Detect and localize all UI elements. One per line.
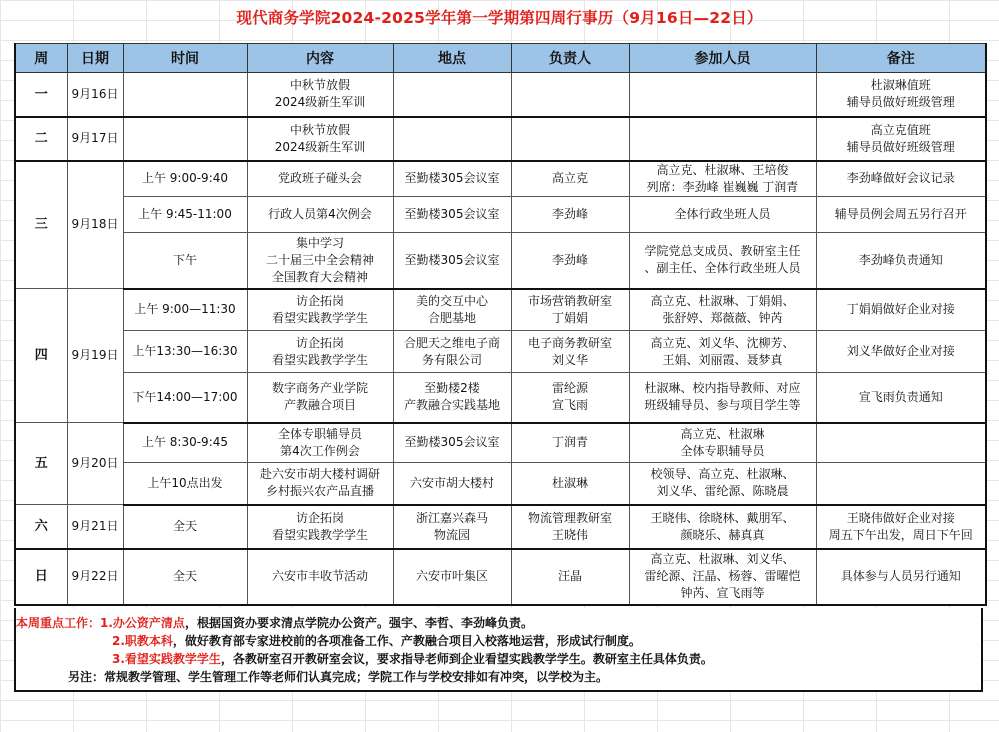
cell-date: 9月16日 [67, 73, 123, 117]
cell-owner-line: 李劲峰 [551, 252, 588, 267]
header-notes: 备注 [816, 44, 986, 73]
cell-content-line: 访企拓岗 [295, 510, 344, 525]
table-row [15, 117, 986, 161]
table-row [15, 73, 986, 117]
cell-date: 9月19日 [67, 289, 123, 423]
table-row [15, 505, 986, 549]
cell-attendees [629, 117, 816, 161]
cell-location [393, 331, 511, 373]
cell-location-line: 六安市叶集区 [415, 569, 488, 583]
cell-time-line: 上午13:30—16:30 [132, 344, 238, 358]
table-row [15, 549, 986, 605]
cell-attendees-line: 颜晓乐、赫真真 [680, 527, 765, 542]
cell-notes [816, 463, 986, 505]
cell-owner [511, 197, 629, 233]
summary-item-title: 3.看望实践教学学生 [112, 652, 221, 666]
cell-location [393, 463, 511, 505]
cell-owner [511, 233, 629, 289]
cell-attendees-line: 班级辅导员、参与项目学生等 [644, 398, 801, 413]
cell-content-line: 产教融合项目 [283, 398, 356, 413]
cell-owner [511, 463, 629, 505]
cell-location-line: 浙江嘉兴森马 [415, 510, 488, 525]
cell-time-line: 全天 [172, 519, 197, 533]
cell-attendees [629, 463, 816, 505]
summary-item-text: ，做好教育部专家进校前的各项准备工作、产教融合项目入校落地运营，形成试行制度。 [172, 634, 641, 648]
cell-location-line: 务有限公司 [421, 352, 482, 367]
cell-content-line: 全国教育大会精神 [271, 269, 368, 284]
cell-date: 9月22日 [67, 549, 123, 605]
cell-attendees-line: 王晓伟、徐晓林、戴朋军、 [650, 510, 795, 525]
cell-notes-line: 刘义华做好企业对接 [846, 344, 955, 358]
cell-notes [816, 117, 986, 161]
header-date: 日期 [67, 44, 123, 73]
cell-owner-line: 电子商务教研室 [527, 335, 612, 350]
cell-content-line: 中秋节放假 [289, 122, 350, 137]
cell-content-line: 全体专职辅导员 [277, 426, 362, 441]
table-row [15, 289, 986, 331]
cell-time-line: 上午 9:00-9:40 [141, 171, 229, 186]
cell-attendees-line: 高立克、杜淑琳 [680, 426, 765, 441]
cell-location [393, 423, 511, 463]
cell-owner-line: 王晓伟 [551, 527, 588, 542]
cell-attendees-line: 全体专职辅导员 [680, 443, 765, 458]
cell-content-line: 看望实践教学学生 [271, 310, 368, 325]
header-week: 周 [15, 44, 67, 73]
cell-week-day: 六 [15, 505, 67, 549]
cell-owner [511, 549, 629, 605]
cell-notes [816, 233, 986, 289]
cell-notes-line: 高立克值班 [870, 122, 931, 137]
cell-week-day: 四 [15, 289, 67, 423]
cell-owner-line: 物流管理教研室 [527, 510, 612, 525]
cell-location-line: 美的交互中心 [415, 293, 488, 308]
summary-item-text: ，根据国资办要求清点学院办公资产。强宇、李哲、李劲峰负责。 [184, 616, 533, 630]
summary-line-2 [16, 632, 981, 650]
cell-location [393, 73, 511, 117]
cell-content [247, 161, 393, 197]
cell-date: 9月18日 [67, 161, 123, 289]
cell-location-line: 合肥天之维电子商 [403, 335, 500, 350]
cell-location-line: 合肥基地 [427, 310, 476, 325]
page-title: 现代商务学院2024-2025学年第一学期第四周行事历（9月16日—22日） [236, 9, 763, 27]
cell-location [393, 197, 511, 233]
cell-owner-line: 市场营销教研室 [527, 293, 612, 308]
cell-attendees [629, 197, 816, 233]
cell-attendees-line: 全体行政坐班人员 [674, 207, 771, 221]
cell-notes-line: 具体参与人员另行通知 [840, 569, 961, 583]
cell-content-line: 看望实践教学学生 [271, 527, 368, 542]
cell-notes-line: 辅导员做好班级管理 [846, 139, 955, 154]
cell-owner-line: 刘义华 [551, 352, 588, 367]
cell-notes-line: 李劲峰做好会议记录 [846, 171, 955, 186]
header-content: 内容 [247, 44, 393, 73]
cell-notes [816, 331, 986, 373]
cell-owner [511, 73, 629, 117]
cell-date: 9月17日 [67, 117, 123, 161]
cell-date: 9月20日 [67, 423, 123, 505]
cell-location-line: 产教融合实践基地 [403, 398, 500, 413]
cell-time [123, 463, 247, 505]
cell-location-line: 六安市胡大楼村 [409, 475, 494, 490]
cell-notes-line: 宣飞雨负责通知 [858, 389, 943, 404]
cell-time-line: 上午 9:00—11:30 [134, 302, 236, 317]
table-row [15, 373, 986, 423]
cell-week-day: 五 [15, 423, 67, 505]
table-row [15, 197, 986, 233]
cell-attendees-line: 杜淑琳、校内指导教师、对应 [644, 381, 801, 396]
cell-content [247, 233, 393, 289]
cell-attendees-line: 张舒婷、郑薇薇、钟芮 [662, 310, 783, 325]
cell-time [123, 73, 247, 117]
cell-owner [511, 331, 629, 373]
schedule-table [14, 43, 987, 606]
cell-content [247, 549, 393, 605]
cell-attendees [629, 423, 816, 463]
cell-time-line: 上午 9:45-11:00 [138, 207, 232, 221]
cell-notes-line: 杜淑琳值班 [870, 78, 931, 93]
summary-item-title: 1.办公资产清点 [100, 616, 185, 630]
cell-notes [816, 373, 986, 423]
cell-attendees-line: 高立克、杜淑琳、丁娟娟、 [650, 293, 795, 308]
cell-content [247, 505, 393, 549]
summary-line-1 [16, 614, 981, 632]
cell-attendees [629, 233, 816, 289]
cell-content-line: 中秋节放假 [289, 78, 350, 93]
cell-week-day: 三 [15, 161, 67, 289]
header-owner: 负责人 [511, 44, 629, 73]
cell-content-line: 党政班子碰头会 [277, 171, 362, 186]
cell-attendees-line: 、副主任、全体行政坐班人员 [644, 261, 801, 276]
cell-location-line: 至勤楼305会议室 [404, 252, 500, 267]
cell-time [123, 233, 247, 289]
cell-attendees [629, 331, 816, 373]
cell-owner-line: 高立克 [551, 171, 588, 186]
cell-content [247, 331, 393, 373]
header-time: 时间 [123, 44, 247, 73]
cell-week-day: 一 [15, 73, 67, 117]
cell-content-line: 集中学习 [295, 235, 344, 250]
cell-notes [816, 289, 986, 331]
cell-content-line: 行政人员第4次例会 [268, 207, 372, 221]
table-row [15, 463, 986, 505]
cell-owner-line: 丁娟娟 [551, 310, 588, 325]
cell-notes-line: 周五下午出发，周日下午回 [828, 527, 973, 542]
table-row [15, 233, 986, 289]
cell-location [393, 233, 511, 289]
cell-content [247, 117, 393, 161]
cell-time-line: 上午10点出发 [147, 475, 223, 490]
cell-content-line: 2024级新生军训 [274, 139, 366, 154]
cell-content [247, 373, 393, 423]
cell-location-line: 至勤楼305会议室 [404, 171, 500, 186]
cell-owner-line: 杜淑琳 [551, 475, 588, 490]
cell-date: 9月21日 [67, 505, 123, 549]
table-row [15, 161, 986, 197]
table-row [15, 423, 986, 463]
cell-attendees-line: 刘义华、雷纶源、陈晓晨 [656, 484, 789, 499]
cell-time [123, 423, 247, 463]
header-location: 地点 [393, 44, 511, 73]
cell-content [247, 197, 393, 233]
cell-content-line: 赴六安市胡大楼村调研 [259, 467, 380, 482]
cell-content-line: 访企拓岗 [295, 335, 344, 350]
cell-attendees [629, 73, 816, 117]
cell-attendees-line: 学院党总支成员、教研室主任 [644, 244, 801, 259]
cell-content-line: 2024级新生军训 [274, 95, 366, 110]
cell-time [123, 373, 247, 423]
cell-attendees [629, 373, 816, 423]
cell-attendees-line: 列席：李劲峰 崔巍巍 丁润青 [646, 179, 799, 194]
header-row [15, 44, 986, 73]
cell-content-line: 访企拓岗 [295, 293, 344, 308]
cell-attendees [629, 161, 816, 197]
cell-location [393, 161, 511, 197]
cell-owner [511, 117, 629, 161]
cell-content [247, 423, 393, 463]
cell-notes-line: 王晓伟做好企业对接 [846, 510, 955, 525]
cell-time [123, 505, 247, 549]
cell-owner [511, 373, 629, 423]
cell-attendees [629, 549, 816, 605]
cell-time [123, 549, 247, 605]
cell-content-line: 第4次工作例会 [280, 443, 360, 458]
cell-location-line: 至勤楼2楼 [424, 381, 480, 396]
cell-notes [816, 505, 986, 549]
cell-notes [816, 549, 986, 605]
cell-notes [816, 161, 986, 197]
cell-attendees-line: 高立克、刘义华、沈柳芳、 [650, 335, 795, 350]
cell-time-line: 全天 [172, 569, 197, 583]
cell-time [123, 161, 247, 197]
cell-time [123, 117, 247, 161]
cell-attendees [629, 289, 816, 331]
cell-location [393, 549, 511, 605]
cell-notes-line: 丁娟娟做好企业对接 [846, 302, 955, 317]
cell-time [123, 197, 247, 233]
cell-notes-line: 辅导员做好班级管理 [846, 95, 955, 110]
summary-label: 本周重点工作： [16, 616, 101, 630]
cell-location-line: 至勤楼305会议室 [404, 435, 500, 450]
cell-time-line: 下午 [172, 252, 197, 267]
cell-owner-line: 汪晶 [557, 569, 582, 583]
cell-owner [511, 289, 629, 331]
cell-attendees-line: 钟芮、宣飞雨等 [680, 586, 765, 600]
cell-location-line: 至勤楼305会议室 [404, 207, 500, 221]
header-attendees: 参加人员 [629, 44, 816, 73]
cell-owner [511, 423, 629, 463]
cell-notes-line: 辅导员例会周五另行召开 [834, 207, 967, 221]
cell-content-line: 二十届三中全会精神 [265, 252, 374, 267]
cell-attendees-line: 雷纶源、汪晶、杨蓉、雷曜恺 [644, 569, 801, 583]
cell-location [393, 373, 511, 423]
summary-item-title: 2.职教本科 [112, 634, 173, 648]
cell-owner [511, 161, 629, 197]
cell-content [247, 289, 393, 331]
weekly-summary [14, 608, 983, 692]
summary-note: 另注：常规教学管理、学生管理工作等老师们认真完成；学院工作与学校安排如有冲突，以学校为主。 [68, 670, 609, 684]
cell-week-day: 二 [15, 117, 67, 161]
cell-attendees-line: 高立克、杜淑琳、刘义华、 [650, 552, 795, 566]
cell-time [123, 331, 247, 373]
cell-location [393, 505, 511, 549]
summary-line-3 [16, 650, 981, 668]
cell-time-line: 上午 8:30-9:45 [141, 435, 229, 450]
cell-notes-line: 李劲峰负责通知 [858, 252, 943, 267]
cell-content-line: 数字商务产业学院 [271, 381, 368, 396]
cell-attendees-line: 王娟、刘丽霞、聂梦真 [662, 352, 783, 367]
table-row [15, 331, 986, 373]
cell-owner-line: 丁润青 [551, 435, 588, 450]
cell-content-line: 六安市丰收节活动 [271, 569, 368, 583]
cell-attendees-line: 校领导、高立克、杜淑琳、 [650, 467, 795, 482]
cell-time-line: 下午14:00—17:00 [132, 389, 238, 404]
cell-content-line: 乡村振兴农产品直播 [265, 484, 374, 499]
cell-week-day: 日 [15, 549, 67, 605]
cell-location [393, 117, 511, 161]
cell-content [247, 73, 393, 117]
cell-content-line: 看望实践教学学生 [271, 352, 368, 367]
cell-location-line: 物流园 [433, 527, 470, 542]
cell-attendees-line: 高立克、杜淑琳、王培俊 [656, 162, 789, 177]
cell-notes [816, 73, 986, 117]
cell-content [247, 463, 393, 505]
cell-notes [816, 197, 986, 233]
cell-owner-line: 宣飞雨 [551, 398, 588, 413]
cell-location [393, 289, 511, 331]
cell-attendees [629, 505, 816, 549]
cell-notes [816, 423, 986, 463]
summary-item-text: ，各教研室召开教研室会议，要求指导老师到企业看望实践教学学生。教研室主任具体负责。 [220, 652, 713, 666]
cell-time [123, 289, 247, 331]
cell-owner-line: 雷纶源 [551, 381, 588, 396]
cell-owner-line: 李劲峰 [551, 207, 588, 221]
cell-owner [511, 505, 629, 549]
